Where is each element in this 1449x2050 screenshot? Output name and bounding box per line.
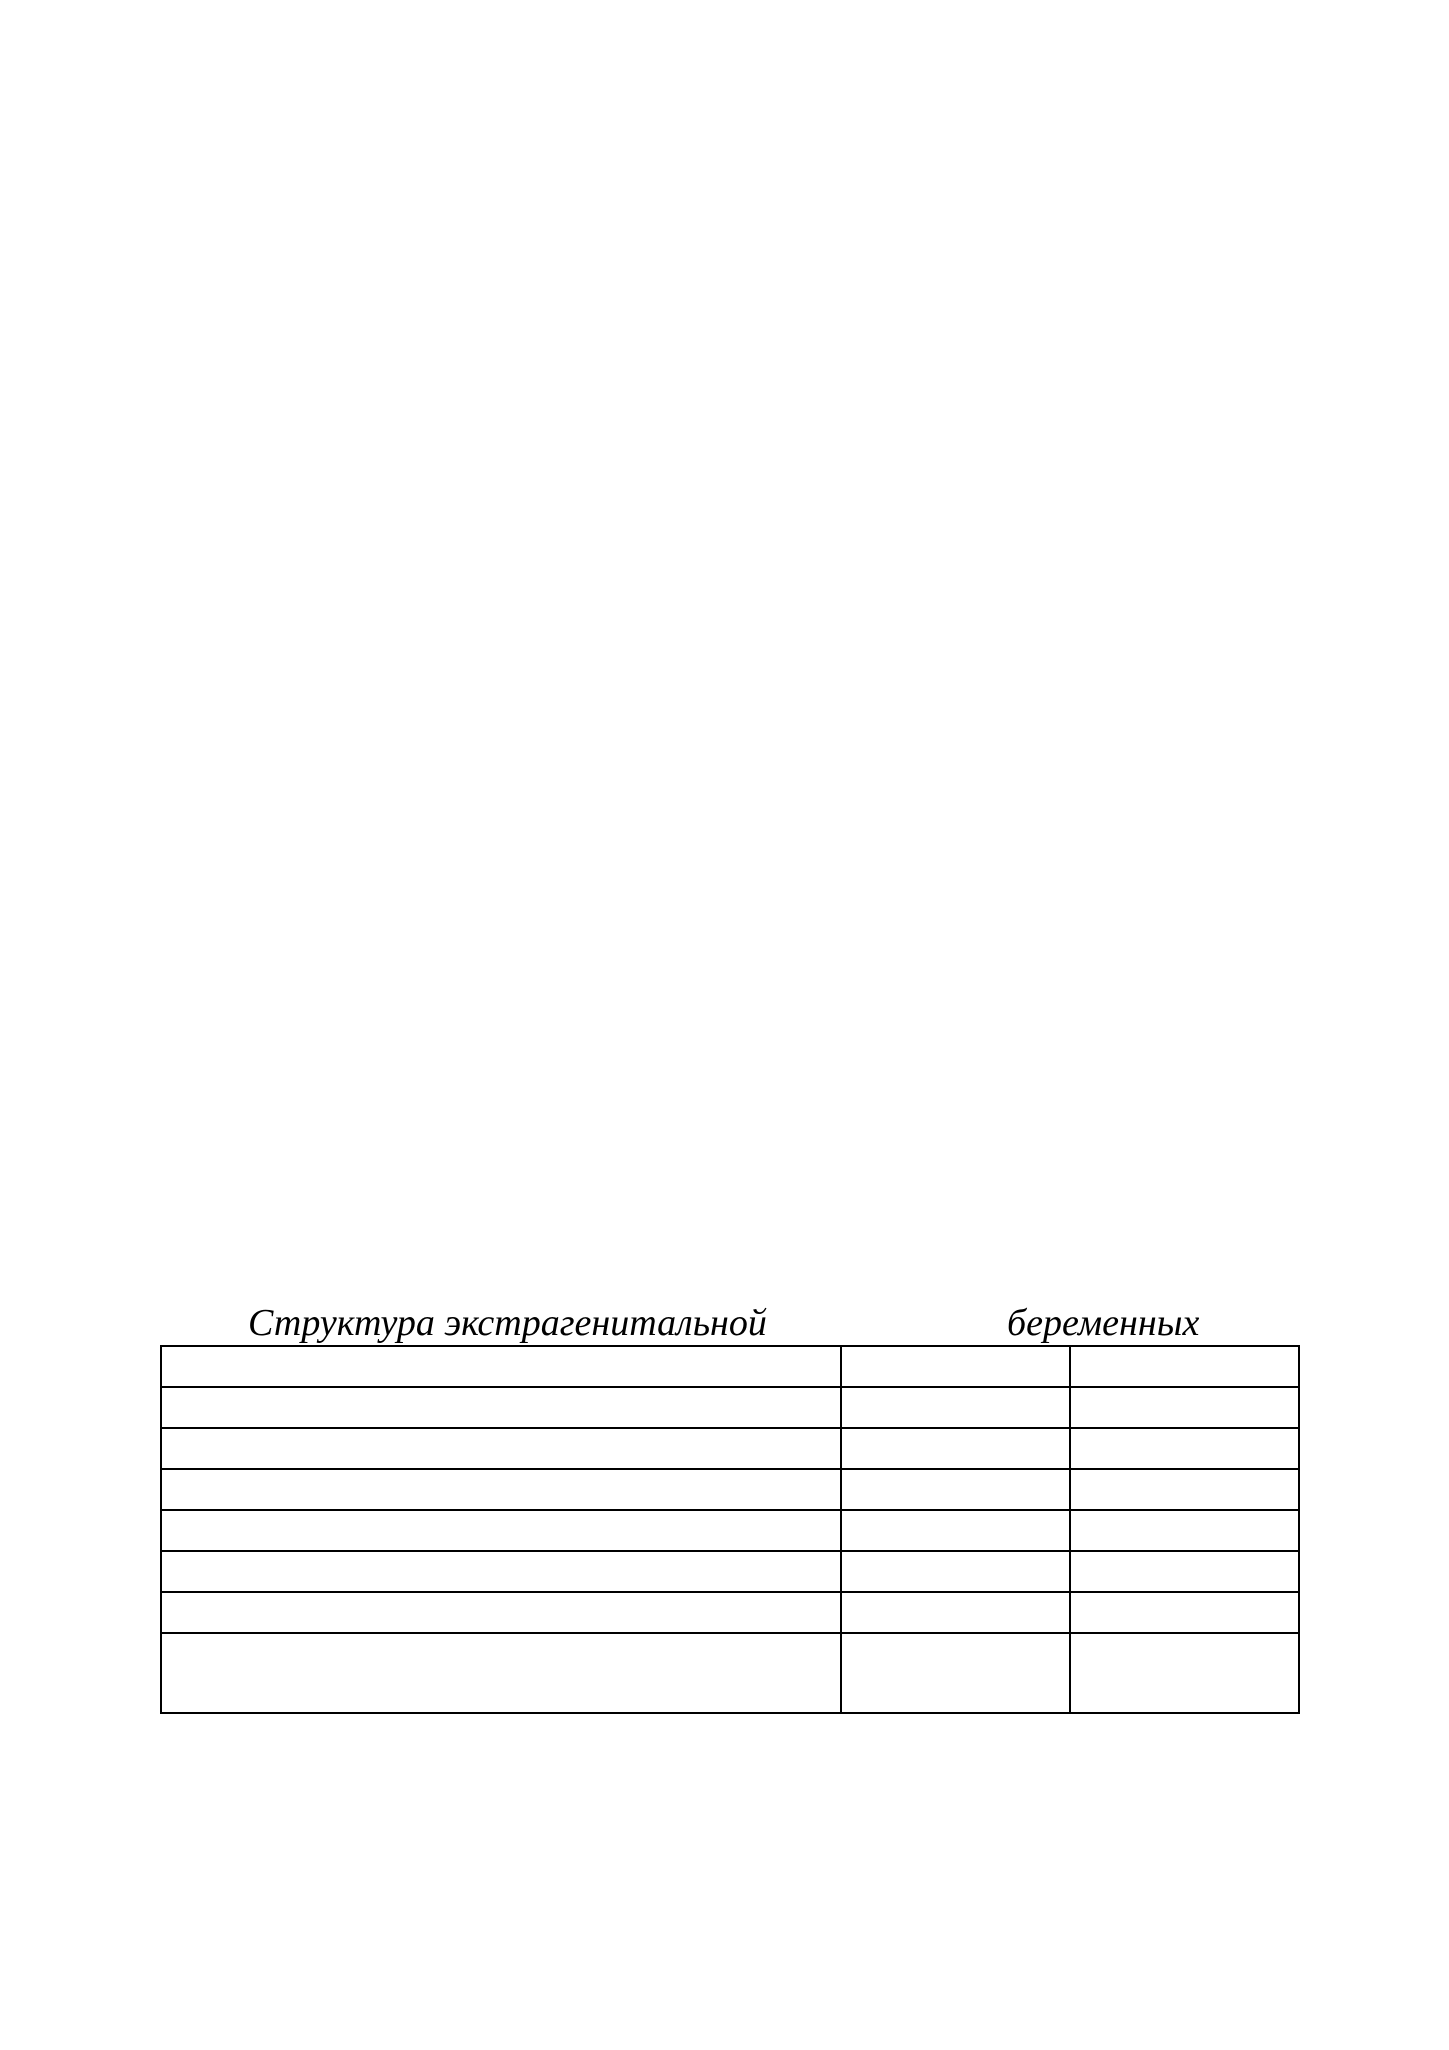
table-cell: [1070, 1633, 1299, 1713]
table-cell: [1070, 1469, 1299, 1510]
table-caption-left: Структура экстрагенитальной: [248, 1302, 767, 1344]
table-row: [161, 1510, 1299, 1551]
table-cell: [841, 1428, 1070, 1469]
table-cell: [841, 1510, 1070, 1551]
table-row: [161, 1469, 1299, 1510]
table-cell: [161, 1592, 841, 1633]
table-cell: [841, 1387, 1070, 1428]
table-cell: [1070, 1592, 1299, 1633]
table-cell: [161, 1428, 841, 1469]
table-row: [161, 1428, 1299, 1469]
table-cell: [841, 1346, 1070, 1387]
table-cell: [161, 1469, 841, 1510]
table-cell: [1070, 1346, 1299, 1387]
table-cell: [841, 1469, 1070, 1510]
table-cell: [1070, 1510, 1299, 1551]
data-table: [160, 1345, 1300, 1714]
table-cell: [161, 1551, 841, 1592]
table-cell: [841, 1551, 1070, 1592]
table-cell: [161, 1633, 841, 1713]
table-cell: [841, 1633, 1070, 1713]
table-cell: [161, 1510, 841, 1551]
table-cell: [161, 1387, 841, 1428]
table-row: [161, 1592, 1299, 1633]
table-cell: [1070, 1428, 1299, 1469]
table-cell: [841, 1592, 1070, 1633]
table-cell: [1070, 1387, 1299, 1428]
table-caption-right: беременных: [1007, 1302, 1200, 1344]
table-row: [161, 1633, 1299, 1713]
table-cell: [161, 1346, 841, 1387]
table-row: [161, 1551, 1299, 1592]
table-row: [161, 1346, 1299, 1387]
table-row: [161, 1387, 1299, 1428]
table-cell: [1070, 1551, 1299, 1592]
